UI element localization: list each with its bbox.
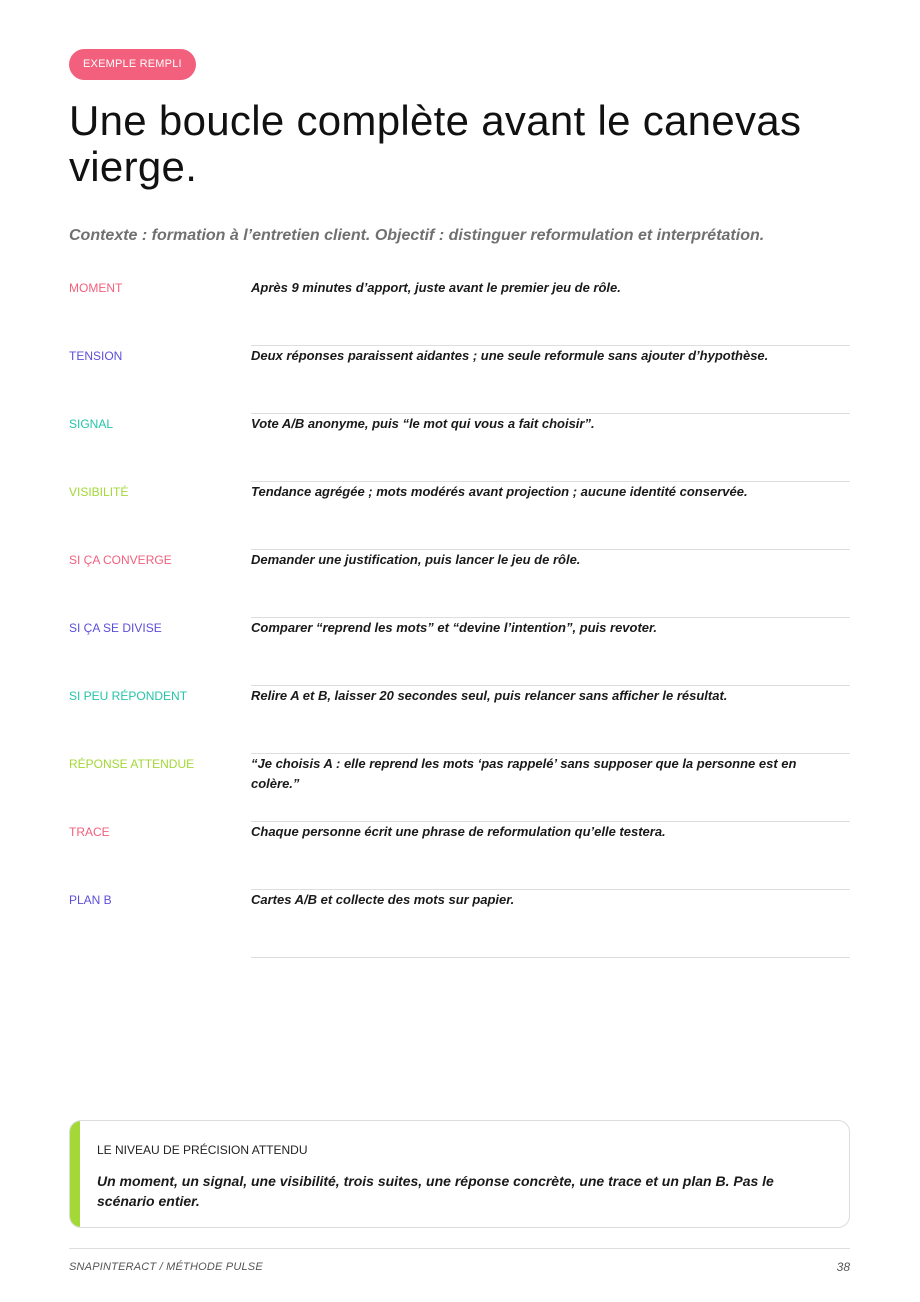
example-badge: EXEMPLE REMPLI	[69, 49, 196, 80]
row-divider	[251, 957, 850, 958]
row-label-reponse-attendue: RÉPONSE ATTENDUE	[69, 757, 195, 771]
precision-callout	[69, 1120, 850, 1228]
callout-accent-bar	[70, 1121, 80, 1227]
footer-divider	[69, 1248, 850, 1249]
table-row	[69, 890, 850, 958]
table-row	[69, 618, 850, 686]
row-value-plan-b: Cartes A/B et collecte des mots sur papier.	[251, 892, 515, 907]
table-row	[69, 686, 850, 754]
page-title: Une boucle complète avant le canevas vierge.	[69, 97, 802, 190]
table-row	[69, 278, 850, 346]
table-row	[69, 550, 850, 618]
footer-brand: SNAPINTERACT / MÉTHODE PULSE	[69, 1261, 263, 1273]
row-value-tension: Deux réponses paraissent aidantes ; une seule reformule sans ajouter d’hypothèse.	[251, 348, 769, 363]
context-subtitle: Contexte : formation à l’entretien client. Objectif : distinguer reformulation et interprétation.	[69, 227, 765, 244]
row-value-signal: Vote A/B anonyme, puis “le mot qui vous a fait choisir”.	[251, 416, 595, 431]
page-number: 38	[836, 1260, 850, 1274]
row-label-signal: SIGNAL	[69, 417, 114, 431]
table-row	[69, 754, 850, 822]
row-value-si-ca-se-divise: Comparer “reprend les mots” et “devine l’intention”, puis revoter.	[251, 620, 657, 635]
table-row	[69, 346, 850, 414]
row-label-si-peu-repondent: SI PEU RÉPONDENT	[69, 689, 188, 703]
row-value-visibilite: Tendance agrégée ; mots modérés avant projection ; aucune identité conservée.	[251, 484, 748, 499]
row-label-moment: MOMENT	[69, 281, 123, 295]
row-value-si-peu-repondent: Relire A et B, laisser 20 secondes seul, puis relancer sans afficher le résultat.	[251, 688, 728, 703]
row-label-tension: TENSION	[69, 349, 123, 363]
row-value-si-ca-converge: Demander une justification, puis lancer le jeu de rôle.	[251, 552, 581, 567]
callout-text: Un moment, un signal, une visibilité, trois suites, une réponse concrète, une trace et un plan B. Pas le scénario entier.	[97, 1173, 774, 1209]
row-label-si-ca-converge: SI ÇA CONVERGE	[69, 553, 172, 567]
row-label-si-ca-se-divise: SI ÇA SE DIVISE	[69, 621, 162, 635]
row-value-moment: Après 9 minutes d’apport, juste avant le premier jeu de rôle.	[251, 280, 621, 295]
row-label-trace: TRACE	[69, 825, 110, 839]
row-label-plan-b: PLAN B	[69, 893, 112, 907]
table-row	[69, 482, 850, 550]
callout-label: LE NIVEAU DE PRÉCISION ATTENDU	[97, 1143, 308, 1157]
table-row	[69, 822, 850, 890]
table-row	[69, 414, 850, 482]
row-label-visibilite: VISIBILITÉ	[69, 485, 129, 499]
row-value-reponse-attendue: “Je choisis A : elle reprend les mots ‘pas rappelé’ sans supposer que la personne est en colère.”	[251, 756, 797, 791]
example-table	[69, 278, 850, 958]
row-value-trace: Chaque personne écrit une phrase de reformulation qu’elle testera.	[251, 824, 666, 839]
